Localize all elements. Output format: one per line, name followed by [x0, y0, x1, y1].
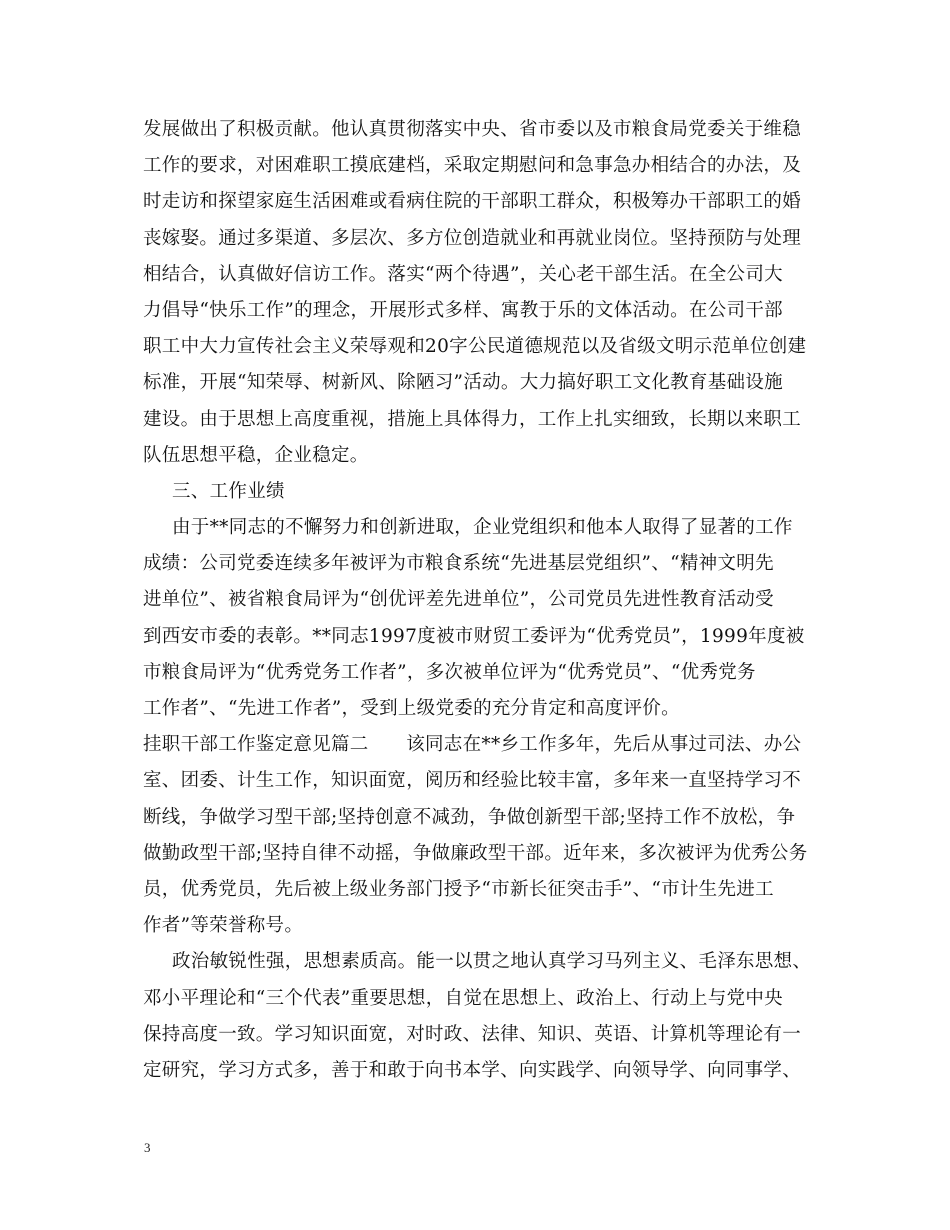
text-line: 由于**同志的不懈努力和创新进取，企业党组织和他本人取得了显著的工作 — [172, 517, 793, 539]
text-line: 工作的要求，对困难职工摸底建档，采取定期慰问和急事急办相结合的办法，及 — [143, 155, 802, 177]
text-line: 挂职干部工作鉴定意见篇二 该同志在**乡工作多年，先后从事过司法、办公 — [143, 734, 802, 756]
page-number: 3 — [144, 1140, 151, 1155]
text-line: 时走访和探望家庭生活困难或看病住院的干部职工群众，积极筹办干部职工的婚 — [143, 191, 802, 213]
text-line: 工作者”、“先进工作者”，受到上级党委的充分肯定和高度评价。 — [143, 698, 680, 719]
text-line: 员，优秀党员，先后被上级业务部门授予“市新长征突击手”、“市计生先进工 — [143, 878, 774, 900]
text-line: 做勤政型干部;坚持自律不动摇，争做廉政型干部。近年来，多次被评为优秀公务 — [143, 842, 808, 864]
text-line: 保持高度一致。学习知识面宽，对时政、法律、知识、英语、计算机等理论有一 — [143, 1023, 802, 1045]
text-line: 市粮食局评为“优秀党务工作者”，多次被单位评为“优秀党员”、“优秀党务 — [143, 661, 756, 683]
text-line: 室、团委、计生工作，知识面宽，阅历和经验比较丰富，多年来一直坚持学习不 — [143, 770, 802, 792]
text-line: 丧嫁娶。通过多渠道、多层次、多方位创造就业和再就业岗位。坚持预防与处理 — [143, 227, 802, 249]
text-line: 定研究，学习方式多，善于和敢于向书本学、向实践学、向领导学、向同事学、 — [143, 1059, 802, 1081]
text-line: 队伍思想平稳，企业稳定。 — [143, 444, 369, 466]
text-line: 政治敏锐性强，思想素质高。能一以贯之地认真学习马列主义、毛泽东思想、 — [172, 951, 812, 973]
text-line: 到西安市委的表彰。**同志1997度被市财贸工委评为“优秀党员”，1999年度被 — [143, 625, 805, 647]
text-line: 力倡导“快乐工作”的理念，开展形式多样、寓教于乐的文体活动。在公司干部 — [143, 299, 783, 321]
section-heading: 三、工作业绩 — [172, 480, 285, 502]
text-line: 相结合，认真做好信访工作。落实“两个待遇”，关心老干部生活。在全公司大 — [143, 263, 783, 285]
text-line: 进单位”、被省粮食局评为“创优评差先进单位”，公司党员先进性教育活动受 — [143, 589, 774, 611]
text-line: 作者”等荣誉称号。 — [143, 915, 304, 937]
text-line: 邓小平理论和“三个代表”重要思想，自觉在思想上、政治上、行动上与党中央 — [143, 987, 783, 1009]
text-line: 成绩：公司党委连续多年被评为市粮食系统“先进基层党组织”、“精神文明先 — [143, 553, 774, 575]
text-line: 发展做出了积极贡献。他认真贯彻落实中央、省市委以及市粮食局党委关于维稳 — [143, 119, 802, 140]
document-body — [143, 112, 823, 1089]
text-line: 建设。由于思想上高度重视，措施上具体得力，工作上扎实细致，长期以来职工 — [143, 408, 802, 430]
text-line: 断线，争做学习型干部;坚持创意不减劲，争做创新型干部;坚持工作不放松，争 — [143, 806, 796, 828]
text-line: 职工中大力宣传社会主义荣辱观和20字公民道德规范以及省级文明示范单位创建 — [143, 336, 807, 358]
text-line: 标准，开展“知荣辱、树新风、除陋习”活动。大力搞好职工文化教育基础设施 — [143, 372, 783, 394]
